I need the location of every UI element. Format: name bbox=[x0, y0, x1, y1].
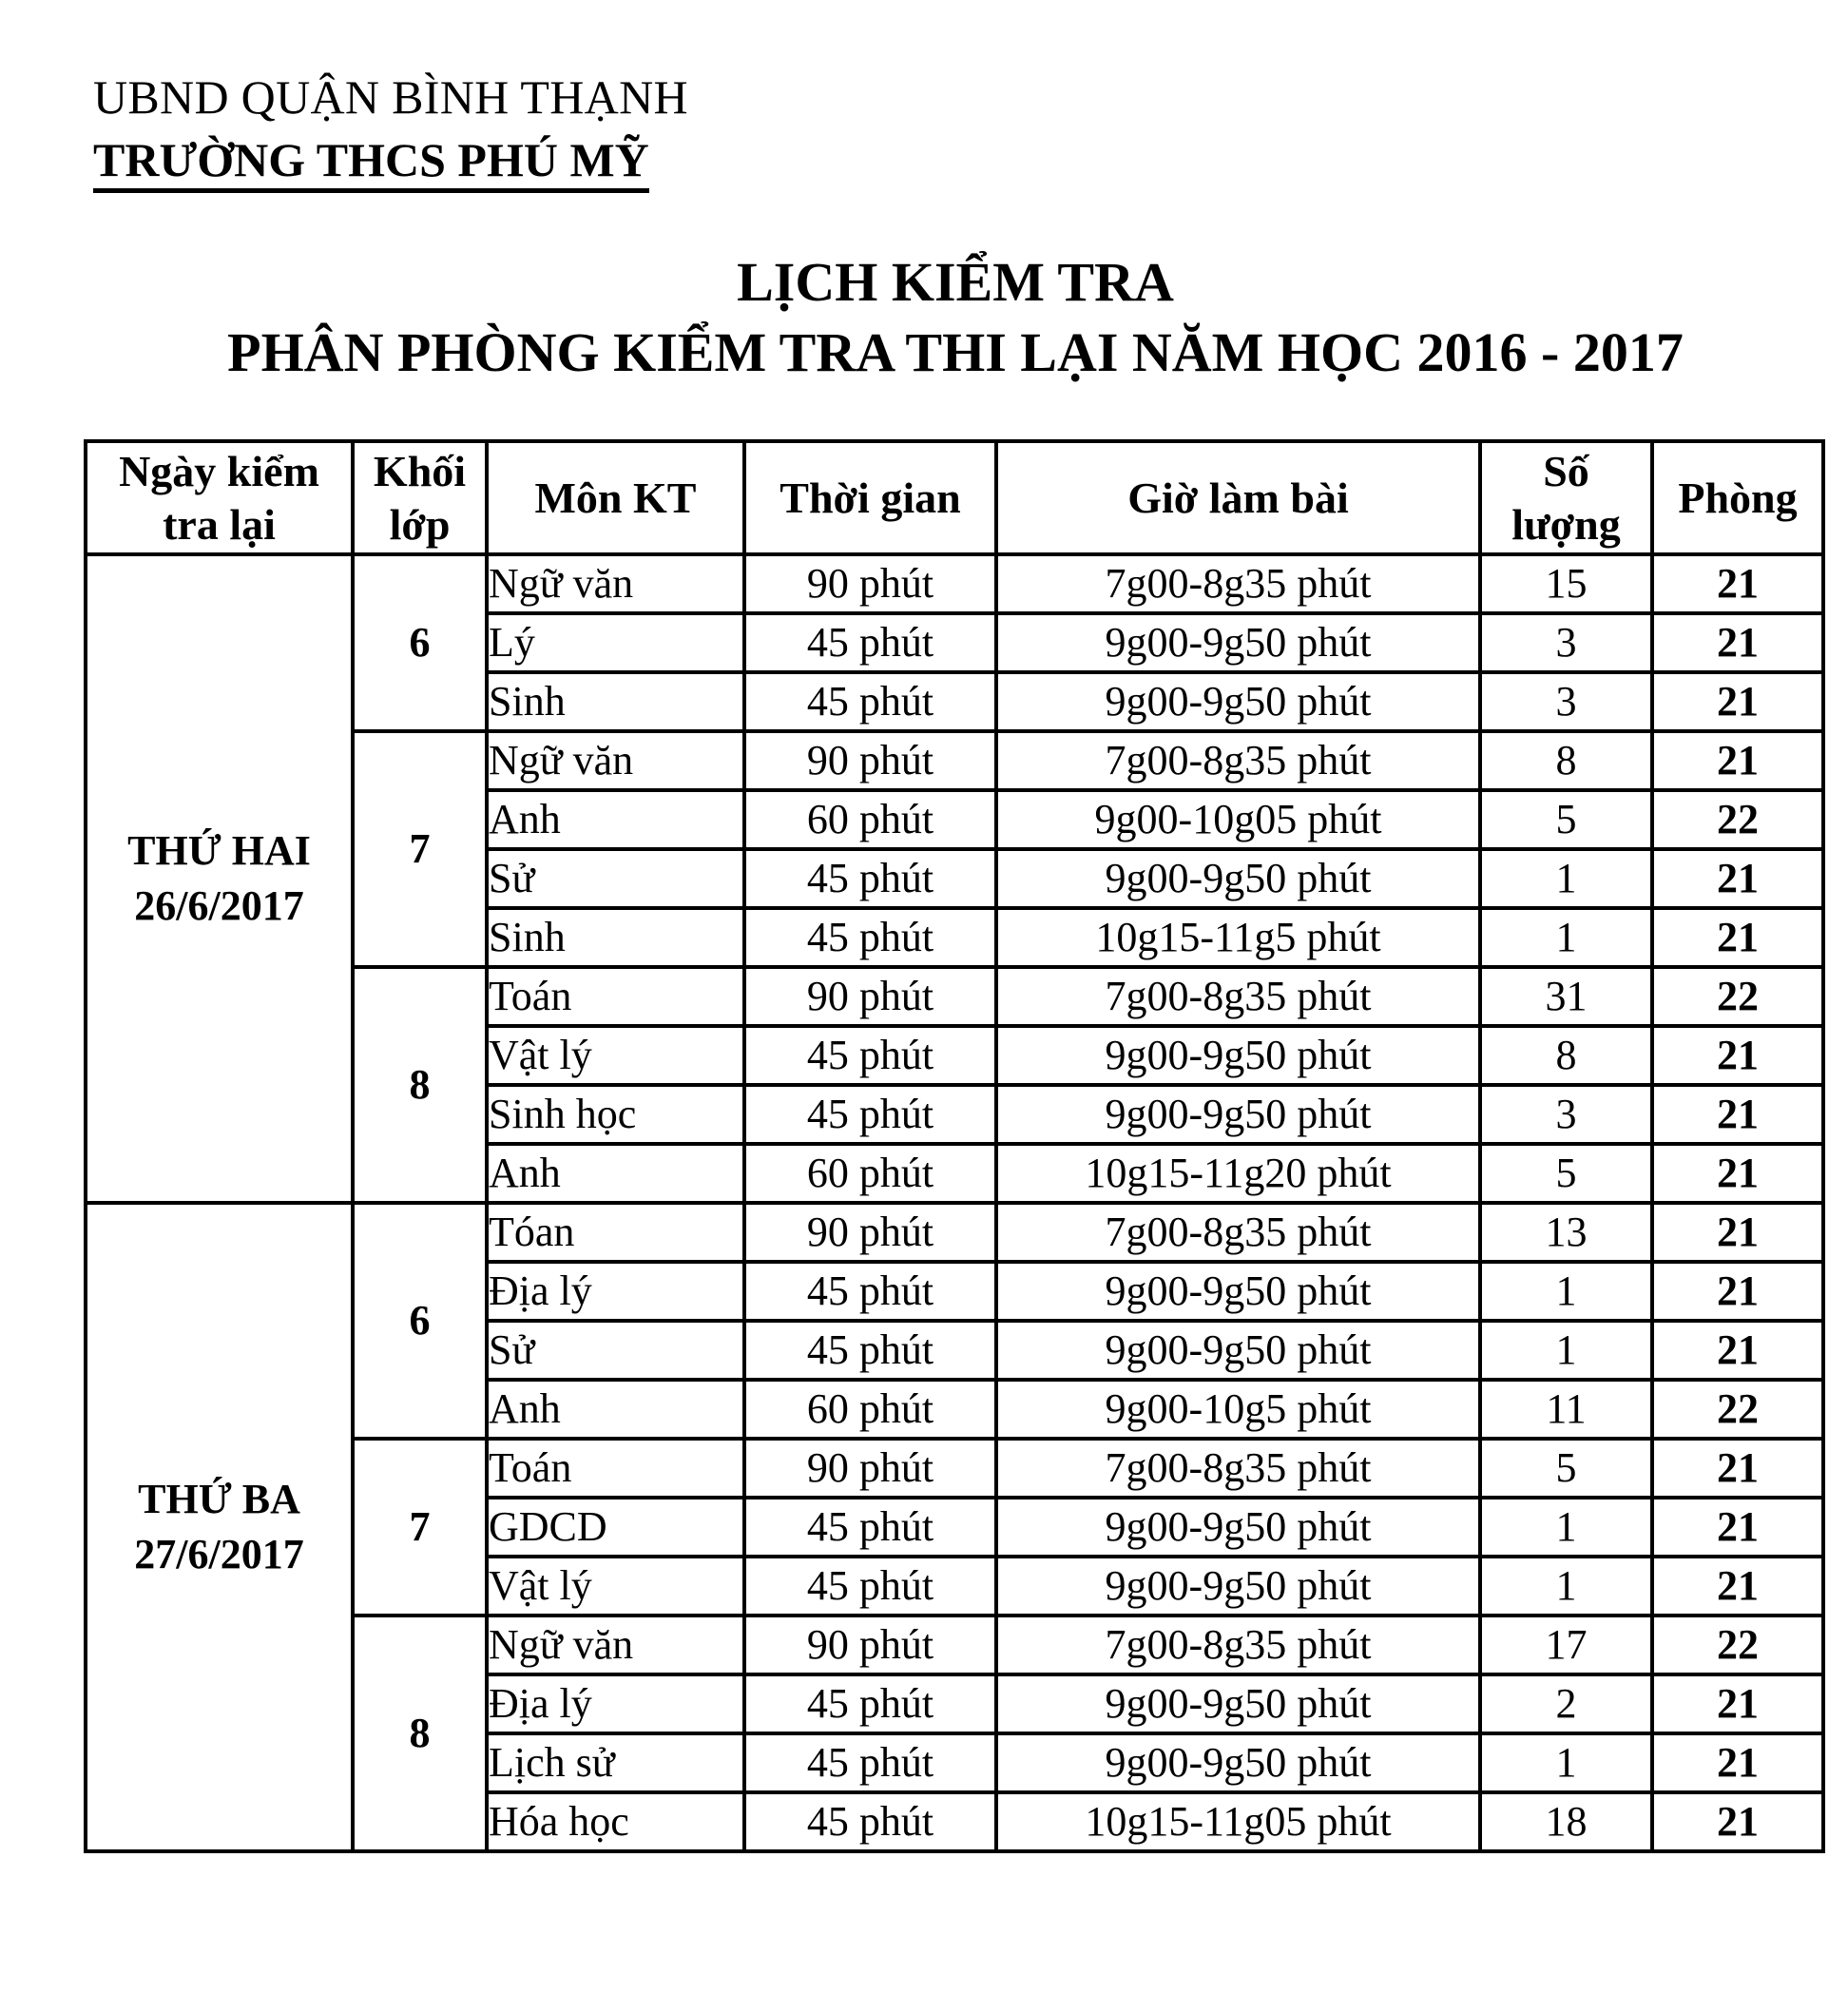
time-slot-cell: 7g00-8g35 phút bbox=[996, 554, 1480, 613]
subject-cell: Anh bbox=[487, 1380, 744, 1439]
subject-cell: Hóa học bbox=[487, 1792, 744, 1851]
time-slot-cell: 7g00-8g35 phút bbox=[996, 1616, 1480, 1674]
count-cell: 15 bbox=[1480, 554, 1652, 613]
time-slot-cell: 9g00-9g50 phút bbox=[996, 1026, 1480, 1085]
count-cell: 1 bbox=[1480, 849, 1652, 908]
time-slot-cell: 9g00-9g50 phút bbox=[996, 849, 1480, 908]
room-cell: 21 bbox=[1652, 1085, 1823, 1144]
subject-cell: Sinh bbox=[487, 672, 744, 731]
day-cell bbox=[86, 1203, 353, 1851]
time-slot-cell: 9g00-9g50 phút bbox=[996, 672, 1480, 731]
subject-cell: Anh bbox=[487, 790, 744, 849]
grade-cell: 6 bbox=[353, 554, 487, 731]
column-header-grade-line2: lớp bbox=[389, 499, 451, 549]
room-cell: 22 bbox=[1652, 1616, 1823, 1674]
duration-cell: 45 phút bbox=[744, 613, 996, 672]
room-cell: 21 bbox=[1652, 613, 1823, 672]
duration-cell: 60 phút bbox=[744, 790, 996, 849]
organization-name: UBND QUẬN BÌNH THẠNH bbox=[93, 70, 688, 124]
count-cell: 1 bbox=[1480, 1733, 1652, 1792]
time-slot-cell: 9g00-9g50 phút bbox=[996, 613, 1480, 672]
count-cell: 31 bbox=[1480, 967, 1652, 1026]
count-cell: 5 bbox=[1480, 1439, 1652, 1498]
duration-cell: 90 phút bbox=[744, 1616, 996, 1674]
room-cell: 21 bbox=[1652, 1144, 1823, 1203]
column-header-room: Phòng bbox=[1652, 441, 1823, 554]
time-slot-cell: 10g15-11g05 phút bbox=[996, 1792, 1480, 1851]
document-subtitle: PHÂN PHÒNG KIỂM TRA THI LẠI NĂM HỌC 2016 - 2017 bbox=[227, 321, 1684, 383]
count-cell: 1 bbox=[1480, 1262, 1652, 1321]
table-row bbox=[86, 554, 1823, 613]
duration-cell: 90 phút bbox=[744, 554, 996, 613]
duration-cell: 45 phút bbox=[744, 1733, 996, 1792]
subject-cell: Sử bbox=[487, 849, 744, 908]
room-cell: 21 bbox=[1652, 1262, 1823, 1321]
subject-cell: Toán bbox=[487, 967, 744, 1026]
duration-cell: 45 phút bbox=[744, 1026, 996, 1085]
duration-cell: 45 phút bbox=[744, 908, 996, 967]
duration-cell: 45 phút bbox=[744, 672, 996, 731]
time-slot-cell: 9g00-9g50 phút bbox=[996, 1262, 1480, 1321]
room-cell: 21 bbox=[1652, 908, 1823, 967]
subject-cell: Sinh học bbox=[487, 1085, 744, 1144]
duration-cell: 60 phút bbox=[744, 1144, 996, 1203]
count-cell: 1 bbox=[1480, 1557, 1652, 1616]
duration-cell: 45 phút bbox=[744, 1674, 996, 1733]
column-header-count-line1: Số bbox=[1543, 446, 1589, 495]
room-cell: 21 bbox=[1652, 554, 1823, 613]
count-cell: 13 bbox=[1480, 1203, 1652, 1262]
room-cell: 21 bbox=[1652, 1203, 1823, 1262]
grade-cell: 7 bbox=[353, 731, 487, 967]
table-row bbox=[86, 1203, 1823, 1262]
duration-cell: 45 phút bbox=[744, 1498, 996, 1557]
count-cell: 8 bbox=[1480, 731, 1652, 790]
time-slot-cell: 7g00-8g35 phút bbox=[996, 731, 1480, 790]
table-body bbox=[86, 554, 1823, 1851]
column-header-day-line2: tra lại bbox=[163, 499, 276, 549]
grade-cell: 8 bbox=[353, 967, 487, 1203]
room-cell: 22 bbox=[1652, 967, 1823, 1026]
count-cell: 3 bbox=[1480, 613, 1652, 672]
time-slot-cell: 9g00-9g50 phút bbox=[996, 1674, 1480, 1733]
room-cell: 21 bbox=[1652, 1557, 1823, 1616]
room-cell: 22 bbox=[1652, 790, 1823, 849]
count-cell: 5 bbox=[1480, 790, 1652, 849]
subject-cell: Toán bbox=[487, 1439, 744, 1498]
count-cell: 1 bbox=[1480, 1321, 1652, 1380]
count-cell: 3 bbox=[1480, 672, 1652, 731]
time-slot-cell: 9g00-9g50 phút bbox=[996, 1498, 1480, 1557]
time-slot-cell: 10g15-11g5 phút bbox=[996, 908, 1480, 967]
duration-cell: 45 phút bbox=[744, 1321, 996, 1380]
room-cell: 21 bbox=[1652, 1733, 1823, 1792]
subject-cell: Tóan bbox=[487, 1203, 744, 1262]
count-cell: 2 bbox=[1480, 1674, 1652, 1733]
room-cell: 21 bbox=[1652, 731, 1823, 790]
room-cell: 21 bbox=[1652, 672, 1823, 731]
table-header-row bbox=[86, 441, 1823, 554]
grade-cell: 8 bbox=[353, 1616, 487, 1851]
count-cell: 11 bbox=[1480, 1380, 1652, 1439]
column-header-day-line1: Ngày kiểm bbox=[119, 446, 319, 495]
subject-cell: Sử bbox=[487, 1321, 744, 1380]
subject-cell: Địa lý bbox=[487, 1674, 744, 1733]
duration-cell: 90 phút bbox=[744, 1439, 996, 1498]
school-name: TRƯỜNG THCS PHÚ MỸ bbox=[93, 131, 649, 193]
time-slot-cell: 9g00-10g05 phút bbox=[996, 790, 1480, 849]
room-cell: 21 bbox=[1652, 1321, 1823, 1380]
grade-cell: 6 bbox=[353, 1203, 487, 1439]
room-cell: 21 bbox=[1652, 1026, 1823, 1085]
column-header-duration: Thời gian bbox=[744, 441, 996, 554]
duration-cell: 45 phút bbox=[744, 1557, 996, 1616]
room-cell: 22 bbox=[1652, 1380, 1823, 1439]
room-cell: 21 bbox=[1652, 1792, 1823, 1851]
room-cell: 21 bbox=[1652, 1498, 1823, 1557]
weekday-label: THỨ HAI bbox=[127, 827, 311, 874]
count-cell: 18 bbox=[1480, 1792, 1652, 1851]
count-cell: 17 bbox=[1480, 1616, 1652, 1674]
grade-cell: 7 bbox=[353, 1439, 487, 1616]
time-slot-cell: 9g00-9g50 phút bbox=[996, 1733, 1480, 1792]
count-cell: 8 bbox=[1480, 1026, 1652, 1085]
column-header-grade bbox=[353, 441, 487, 554]
column-header-day bbox=[86, 441, 353, 554]
time-slot-cell: 7g00-8g35 phút bbox=[996, 1439, 1480, 1498]
document-title: LỊCH KIỂM TRA bbox=[737, 251, 1174, 313]
time-slot-cell: 7g00-8g35 phút bbox=[996, 967, 1480, 1026]
subject-cell: Địa lý bbox=[487, 1262, 744, 1321]
duration-cell: 60 phút bbox=[744, 1380, 996, 1439]
column-header-time-slot: Giờ làm bài bbox=[996, 441, 1480, 554]
subject-cell: Lịch sử bbox=[487, 1733, 744, 1792]
day-cell bbox=[86, 554, 353, 1203]
duration-cell: 90 phút bbox=[744, 731, 996, 790]
duration-cell: 90 phút bbox=[744, 1203, 996, 1262]
subject-cell: Vật lý bbox=[487, 1557, 744, 1616]
count-cell: 5 bbox=[1480, 1144, 1652, 1203]
duration-cell: 45 phút bbox=[744, 1792, 996, 1851]
time-slot-cell: 9g00-9g50 phút bbox=[996, 1085, 1480, 1144]
subject-cell: Vật lý bbox=[487, 1026, 744, 1085]
time-slot-cell: 9g00-9g50 phút bbox=[996, 1557, 1480, 1616]
subject-cell: Anh bbox=[487, 1144, 744, 1203]
date-label: 26/6/2017 bbox=[134, 882, 304, 929]
subject-cell: Ngữ văn bbox=[487, 731, 744, 790]
exam-schedule-table bbox=[84, 439, 1825, 1853]
room-cell: 21 bbox=[1652, 849, 1823, 908]
subject-cell: Lý bbox=[487, 613, 744, 672]
column-header-grade-line1: Khối bbox=[373, 446, 467, 495]
subject-cell: Ngữ văn bbox=[487, 1616, 744, 1674]
time-slot-cell: 9g00-10g5 phút bbox=[996, 1380, 1480, 1439]
duration-cell: 45 phút bbox=[744, 1085, 996, 1144]
date-label: 27/6/2017 bbox=[134, 1531, 304, 1577]
subject-cell: Sinh bbox=[487, 908, 744, 967]
time-slot-cell: 7g00-8g35 phút bbox=[996, 1203, 1480, 1262]
column-header-count-line2: lượng bbox=[1511, 499, 1621, 549]
weekday-label: THỨ BA bbox=[138, 1476, 300, 1522]
time-slot-cell: 10g15-11g20 phút bbox=[996, 1144, 1480, 1203]
count-cell: 3 bbox=[1480, 1085, 1652, 1144]
duration-cell: 45 phút bbox=[744, 849, 996, 908]
duration-cell: 90 phút bbox=[744, 967, 996, 1026]
column-header-count bbox=[1480, 441, 1652, 554]
time-slot-cell: 9g00-9g50 phút bbox=[996, 1321, 1480, 1380]
room-cell: 21 bbox=[1652, 1674, 1823, 1733]
room-cell: 21 bbox=[1652, 1439, 1823, 1498]
column-header-subject: Môn KT bbox=[487, 441, 744, 554]
count-cell: 1 bbox=[1480, 1498, 1652, 1557]
duration-cell: 45 phút bbox=[744, 1262, 996, 1321]
count-cell: 1 bbox=[1480, 908, 1652, 967]
subject-cell: Ngữ văn bbox=[487, 554, 744, 613]
subject-cell: GDCD bbox=[487, 1498, 744, 1557]
